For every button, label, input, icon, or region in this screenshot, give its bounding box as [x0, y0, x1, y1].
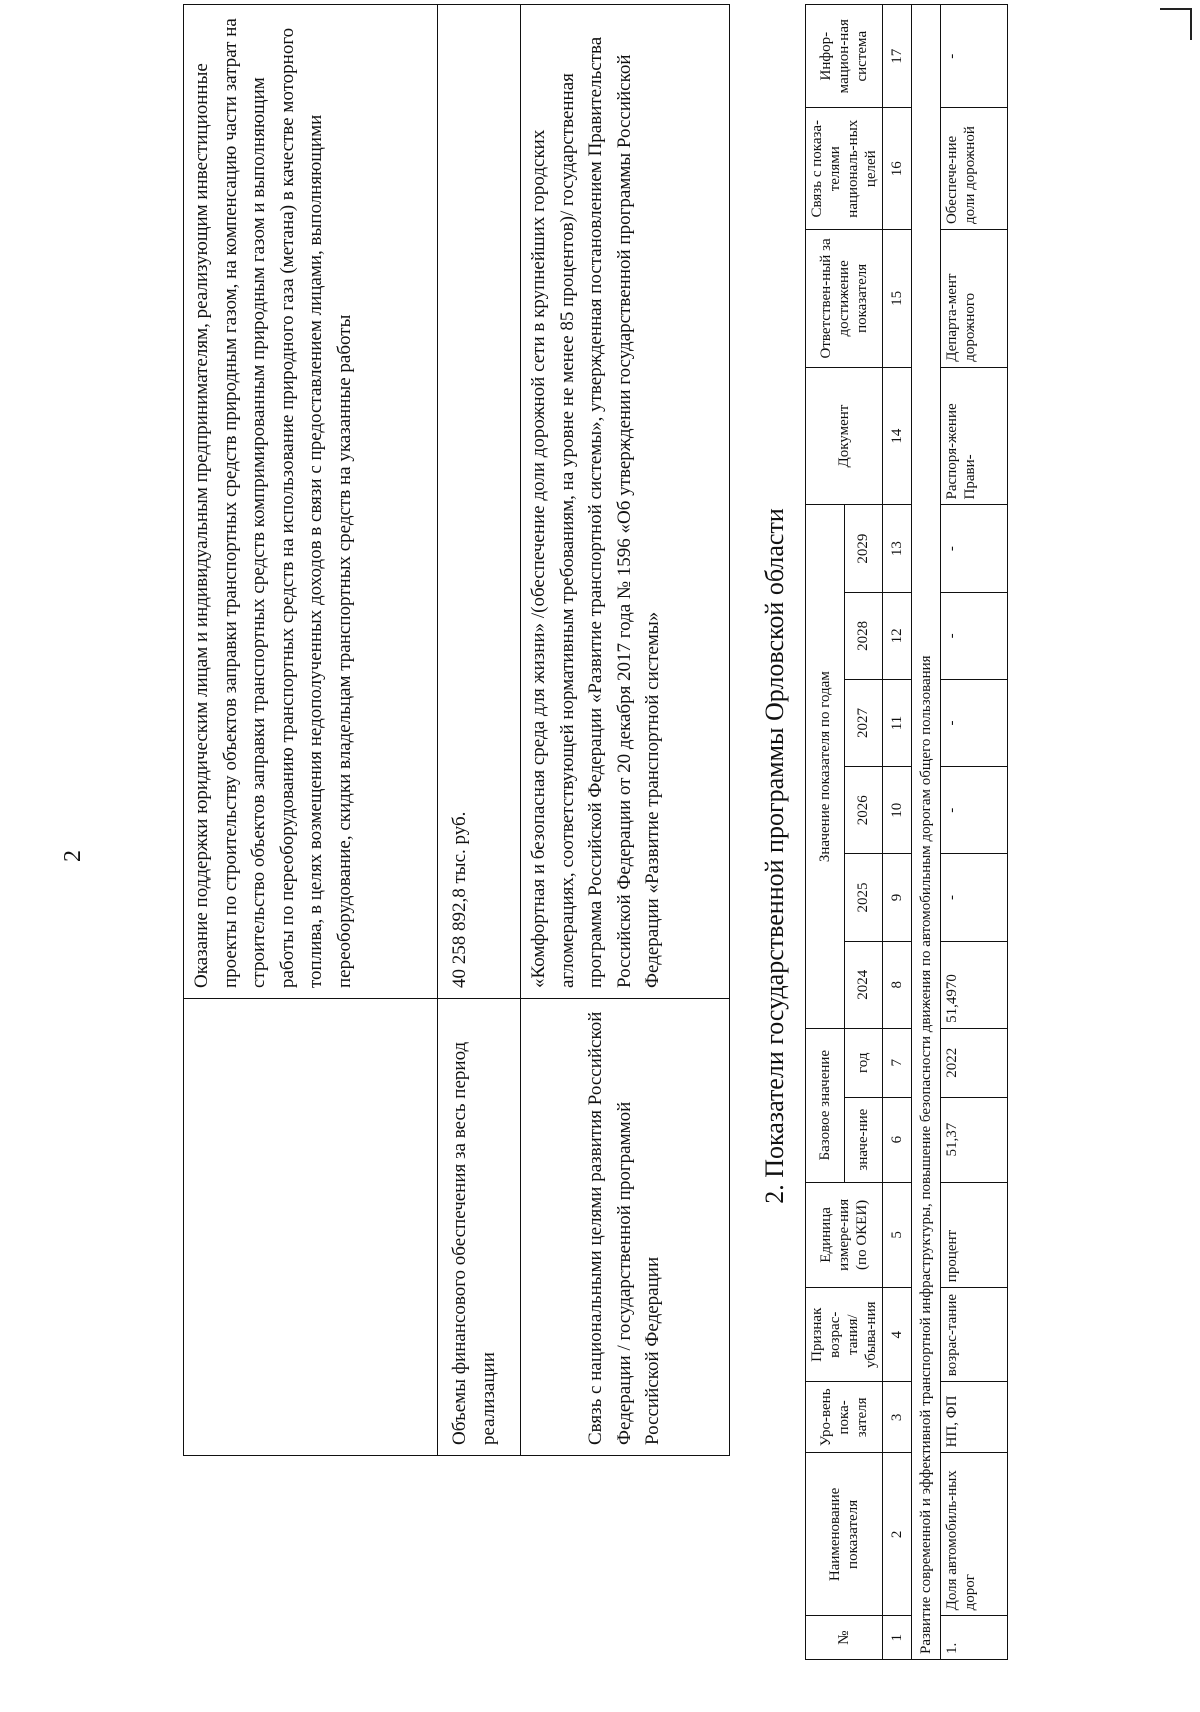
section-row-text: Развитие современной и эффективной транспортной инфраструктуры, повышение безопасности движения по автомобильным дорогам общего пользования [912, 5, 941, 1660]
column-number: 4 [883, 1288, 912, 1382]
cell-document: Распоря-жение Прави- [941, 367, 1008, 505]
indicators-table [805, 4, 1008, 1660]
passport-label-cell: Объемы финансового обеспечения за весь период реализации [438, 999, 521, 1456]
cell-no: 1. [941, 1616, 1008, 1660]
column-number: 7 [883, 1028, 912, 1097]
header-year: 2025 [844, 854, 883, 941]
cell-year-value: - [941, 767, 1008, 854]
header-level: Уро-вень пока-зателя [806, 1382, 883, 1453]
table-row [941, 5, 1008, 1660]
header-year: 2026 [844, 767, 883, 854]
header-unit: Единица измере-ния (по ОКЕИ) [806, 1182, 883, 1288]
cell-responsible: Департа-мент дорожного [941, 230, 1008, 368]
section-row [912, 5, 941, 1660]
header-year: 2024 [844, 941, 883, 1028]
column-number: 5 [883, 1182, 912, 1288]
header-values-by-year: Значение показателя по годам [806, 505, 845, 1028]
header-no: № [806, 1616, 883, 1660]
column-number: 2 [883, 1453, 912, 1616]
header-year: 2027 [844, 679, 883, 766]
cell-info-system: - [941, 5, 1008, 108]
passport-label-cell [184, 999, 438, 1456]
passport-label-cell: Связь с национальными целями развития Российской Федерации / государственной программой Российской Федерации [521, 999, 730, 1456]
column-number: 8 [883, 941, 912, 1028]
cell-year-value: 51,4970 [941, 941, 1008, 1028]
passport-value-cell: «Комфортная и безопасная среда для жизни» /(обеспечение доли дорожной сети в крупнейших городских агломерациях, соответствующей нормативным требованиям, на уровне не менее 85 процентов)/ государственная программа Российской Федерации «Развитие транспортной системы», утвержденная постановлением Правительства Российской Федерации от 20 декабря 2017 года № 1596 «Об утверждении государственной программы Российской Федерации «Развитие транспортной системы» [521, 5, 730, 999]
column-number: 9 [883, 854, 912, 941]
passport-table [183, 4, 730, 1456]
header-national-link: Связь с показа-телями националь-ных целей [806, 108, 883, 230]
passport-value-cell: Оказание поддержки юридическим лицам и индивидуальным предпринимателям, реализующим инвестиционные проекты по строительству объектов заправки транспортных средств природным газом, на компенсацию части затрат на строительство объектов заправки транспортных средств компримированным природным газом и выполняющим работы по переоборудованию транспортных средств на использование природного газа (метана) в качестве моторного топлива, в целях возмещения недополученных доходов в связи с предоставлением лицами, выполняющими переоборудование, скидки владельцам транспортных средств на указанные работы [184, 5, 438, 999]
cell-sign: возрас-тание [941, 1288, 1008, 1382]
cell-name: Доля автомобиль-ных дорог [941, 1453, 1008, 1616]
column-number: 12 [883, 592, 912, 679]
cell-unit: процент [941, 1182, 1008, 1288]
header-base: Базовое значение [806, 1028, 845, 1182]
header-responsible: Ответствен-ный за достижение показателя [806, 230, 883, 368]
passport-row [521, 5, 730, 1456]
column-number: 13 [883, 505, 912, 592]
header-info-system: Инфор-мацион-ная система [806, 5, 883, 108]
passport-row [184, 5, 438, 1456]
column-numbers-row [883, 5, 912, 1660]
column-number: 6 [883, 1097, 912, 1182]
passport-row [438, 5, 521, 1456]
cell-year-value: - [941, 505, 1008, 592]
column-number: 10 [883, 767, 912, 854]
corner-mark [1160, 8, 1192, 40]
cell-year-value: - [941, 854, 1008, 941]
header-document: Документ [806, 367, 883, 505]
header-name: Наименование показателя [806, 1453, 883, 1616]
cell-base-value: 51,37 [941, 1097, 1008, 1182]
header-year: 2028 [844, 592, 883, 679]
page-number: 2 [60, 850, 86, 862]
column-number: 16 [883, 108, 912, 230]
cell-year-value: - [941, 679, 1008, 766]
column-number: 1 [883, 1616, 912, 1660]
cell-level: НП, ФП [941, 1382, 1008, 1453]
column-number: 3 [883, 1382, 912, 1453]
header-sign: Признак возрас-тания/ убыва-ния [806, 1288, 883, 1382]
column-number: 17 [883, 5, 912, 108]
header-base-year: год [844, 1028, 883, 1097]
section-title: 2. Показатели государственной программы Орловской области [760, 508, 789, 1204]
header-year: 2029 [844, 505, 883, 592]
header-base-value: значе-ние [844, 1097, 883, 1182]
cell-year-value: - [941, 592, 1008, 679]
column-number: 14 [883, 367, 912, 505]
passport-value-cell: 40 258 892,8 тыс. руб. [438, 5, 521, 999]
column-number: 11 [883, 679, 912, 766]
cell-national-link: Обеспече-ние доли дорожной [941, 108, 1008, 230]
cell-base-year: 2022 [941, 1028, 1008, 1097]
header-row [806, 5, 845, 1660]
column-number: 15 [883, 230, 912, 368]
